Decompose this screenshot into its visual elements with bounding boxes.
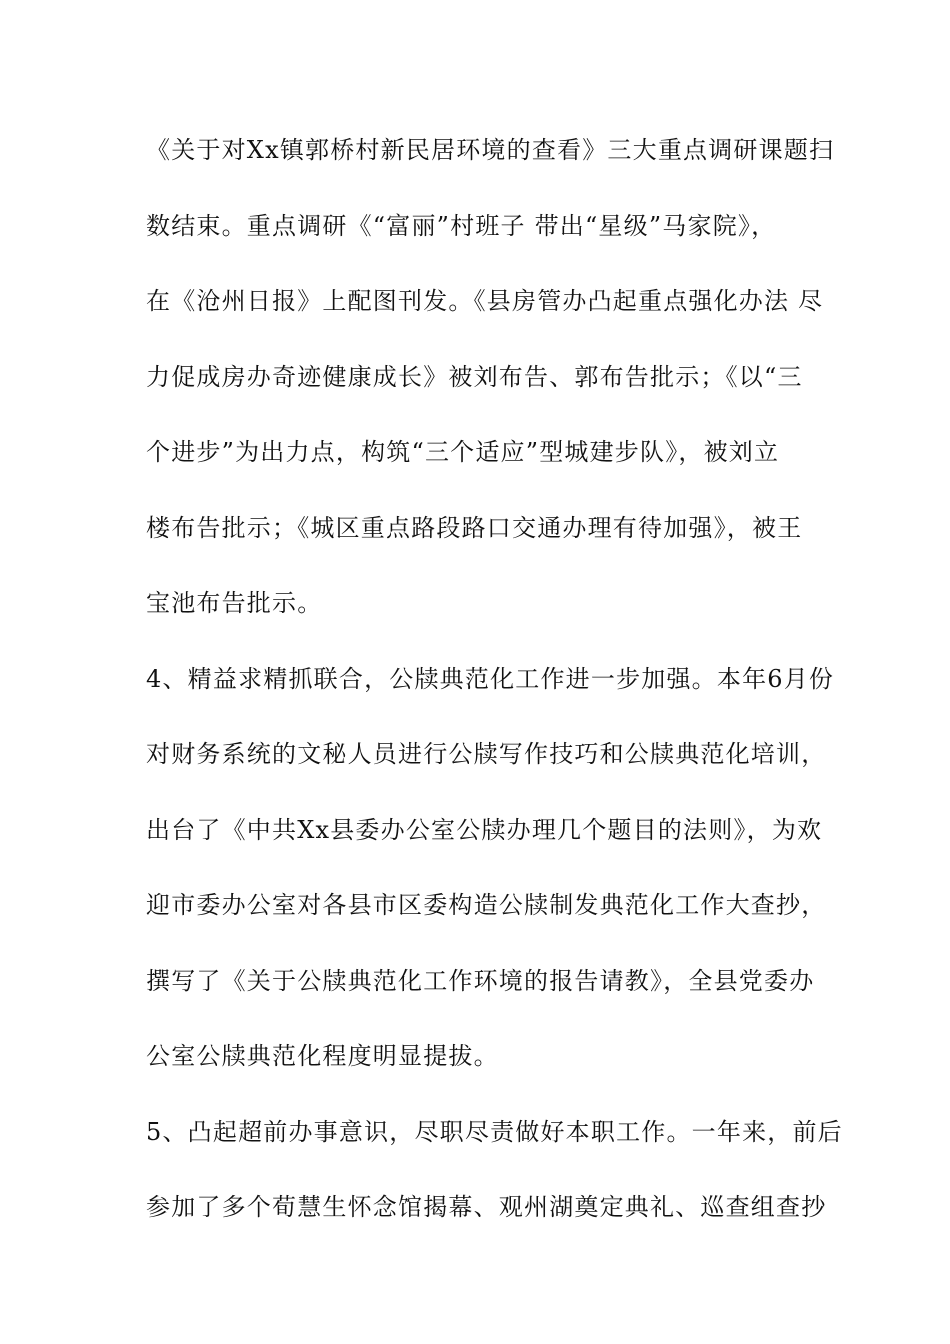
text-line: 参加了多个荀慧生怀念馆揭幕、观州湖奠定典礼、巡查组查抄 — [146, 1193, 827, 1221]
text-line: 力促成房办奇迹健康成长》被刘布告、郭布告批示；《以“三 — [146, 362, 803, 391]
text-line: 撰写了《关于公牍典范化工作环境的报告请教》，全县党委办 — [146, 966, 815, 995]
text-line: 宝池布告批示。 — [146, 589, 323, 617]
text-line: 数结束。重点调研《“富丽”村班子 带出“星级”马家院》， — [146, 211, 777, 240]
text-line: 在《沧州日报》上配图刊发。《县房管办凸起重点强化办法 尽 — [146, 287, 824, 315]
text-line: 迎市委办公室对各县市区委构造公牍制发典范化工作大查抄， — [146, 891, 827, 919]
text-line: 对财务系统的文秘人员进行公牍写作技巧和公牍典范化培训， — [146, 740, 827, 768]
text-line: 出台了《中共Xx县委办公室公牍办理几个题目的法则》，为欢 — [146, 815, 823, 844]
text-line: 楼布告批示；《城区重点路段路口交通办理有待加强》，被王 — [146, 513, 803, 542]
text-line: 公室公牍典范化程度明显提拔。 — [146, 1042, 499, 1070]
text-line: 5、凸起超前办事意识，尽职尽责做好本职工作。一年来，前后 — [146, 1117, 843, 1146]
body-text — [146, 128, 843, 1261]
text-line: 个进步”为出力点，构筑“三个适应”型城建步队》，被刘立 — [146, 438, 780, 466]
text-line: 4、精益求精抓联合，公牍典范化工作进一步加强。本年6月份 — [146, 664, 835, 693]
text-line: 《关于对Xx镇郭桥村新民居环境的查看》三大重点调研课题扫 — [146, 136, 835, 164]
